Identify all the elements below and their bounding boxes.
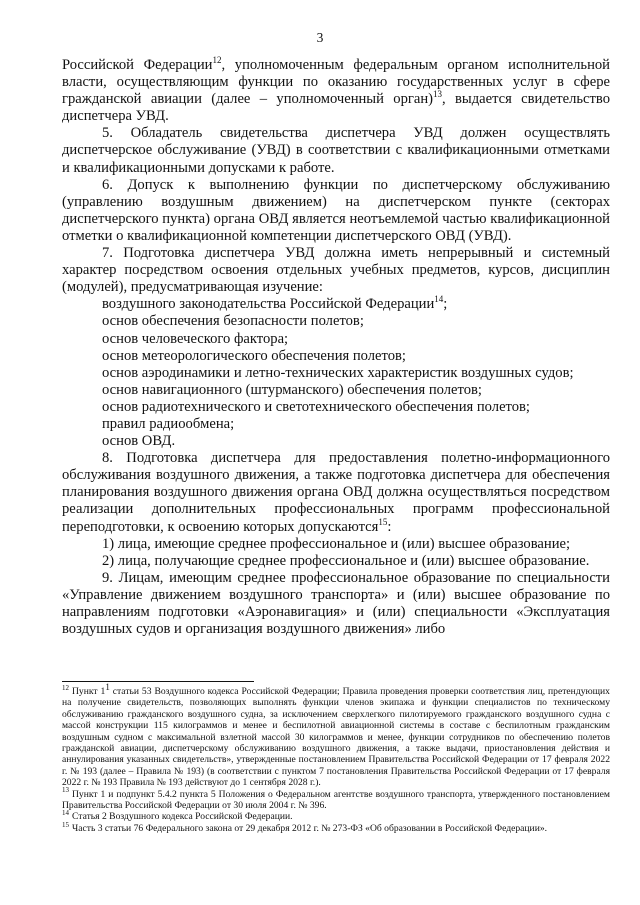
paragraph-9: 9. Лицам, имеющим среднее профессиональное образование по специальности «Управление движением воздушного транспорта» и (или) высшее образование по направлениям подготовки «Аэронавигация» и (или) специальности «Эксплуатация воздушных судов и организация воздушного движения» либо xyxy=(62,569,610,638)
list-item: основ ОВД. xyxy=(102,433,176,450)
list-item: основ обеспечения безопасности полетов; xyxy=(102,313,364,330)
footnote-14: $^{14}$ Статья 2 Воздушного кодекса Российской Федерации. xyxy=(62,809,293,823)
paragraph-8: 8. Подготовка диспетчера для предоставления полетно-информационного обслуживания воздушного движения, а также подготовка диспетчера для обеспечения планирования воздушного движения органа ОВД должна осуществляться посредством реализации дополнительных профессиональных программ профессиональной переподготовки, к освоению которых допускаются$^{15}$: xyxy=(62,450,610,535)
list-item: основ радиотехнического и светотехнического обеспечения полетов; xyxy=(102,398,530,415)
paragraph-5: 5. Обладатель свидетельства диспетчера УВД должен осуществлять диспетчерское обслуживание (УВД) в соответствии с квалификационными отметками и квалификационными допусками к работе. xyxy=(62,125,610,176)
page-number: 3 xyxy=(316,30,324,45)
footnote-ref-15: 15 xyxy=(378,516,388,527)
body-text xyxy=(62,57,610,638)
footnotes xyxy=(62,681,610,834)
footnote-12: $^{12}$ Пункт $1^1$ статьи 53 Воздушного кодекса Российской Федерации; Правила проведения проверки соответствия лиц, претендующих на получение свидетельств, позволяющих выполнять функции членов экипажа и функции специалистов по техническому обслуживанию гражданского воздушного судна, за исключением сверхлегкого пилотируемого гражданского воздушного судна с массой конструкции 115 килограммов и менее и беспилотной авиационной системы в составе с беспилотным гражданским воздушным судном с максимальной взлетной массой 30 килограммов и менее, функции сотрудников по обеспечению полетов гражданской авиации, диспетчерскому обслуживанию воздушного движения, а также выдачи, приостановления действия и аннулирования указанных свидетельств», утвержденные постановлением Правительства Российской Федерации от 17 февраля 2022 г. № 193 (далее – Правила № 193) (в соответствии с пунктом 7 постановления Правительства Российской Федерации от 17 февраля 2022 г. № 193 Правила № 193 действуют до 1 сентября 2028 г.). xyxy=(62,681,610,789)
list-item: воздушного законодательства Российской Федерации$^{14}$; xyxy=(102,294,448,313)
list-item: основ навигационного (штурманского) обеспечения полетов; xyxy=(102,381,482,398)
list-item: 1) лица, имеющие среднее профессиональное и (или) высшее образование; xyxy=(102,535,571,552)
paragraph-6: 6. Допуск к выполнению функции по диспетчерскому обслуживанию (управлению воздушным движением) на диспетчерском пункте (секторах диспетчерского пункта) органа ОВД является неотъемлемой частью квалификационной отметки о квалификационной компетенции диспетчерского ОВД (УВД). xyxy=(62,176,610,244)
footnote-ref-14: 14 xyxy=(434,294,444,305)
footnote-ref-12: 12 xyxy=(212,55,222,66)
footnote-separator xyxy=(62,681,254,682)
list-item: основ человеческого фактора; xyxy=(102,330,289,347)
list-item: правил радиообмена; xyxy=(102,415,235,432)
footnote-13: $^{13}$ Пункт 1 и подпункт 5.4.2 пункта 5 Положения о Федеральном агентстве воздушного транспорта, утвержденного постановлением Правительства Российской Федерации от 30 июля 2004 г. № 396. xyxy=(62,786,610,812)
list-item: основ метеорологического обеспечения полетов; xyxy=(102,347,406,364)
footnote-ref-13: 13 xyxy=(433,89,443,100)
footnote-15: $^{15}$ Часть 3 статьи 76 Федерального закона от 29 декабря 2012 г. № 273-ФЗ «Об образовании в Российской Федерации». xyxy=(62,820,548,834)
list-item: основ аэродинамики и летно-технических характеристик воздушных судов; xyxy=(102,364,574,381)
paragraph-continuation: Российской Федерации$^{12}$, уполномоченным федеральным органом исполнительной власти, осуществляющим функции по оказанию государственных услуг в сфере гражданской авиации (далее – уполномоченный орган)$^{13}$, выдается свидетельство диспетчера УВД. xyxy=(62,55,611,125)
paragraph-7: 7. Подготовка диспетчера УВД должна иметь непрерывный и системный характер посредством освоения отдельных учебных предметов, курсов, дисциплин (модулей), предусматривающая изучение: xyxy=(62,245,610,296)
list-item: 2) лица, получающие среднее профессиональное и (или) высшее образование. xyxy=(102,552,590,569)
